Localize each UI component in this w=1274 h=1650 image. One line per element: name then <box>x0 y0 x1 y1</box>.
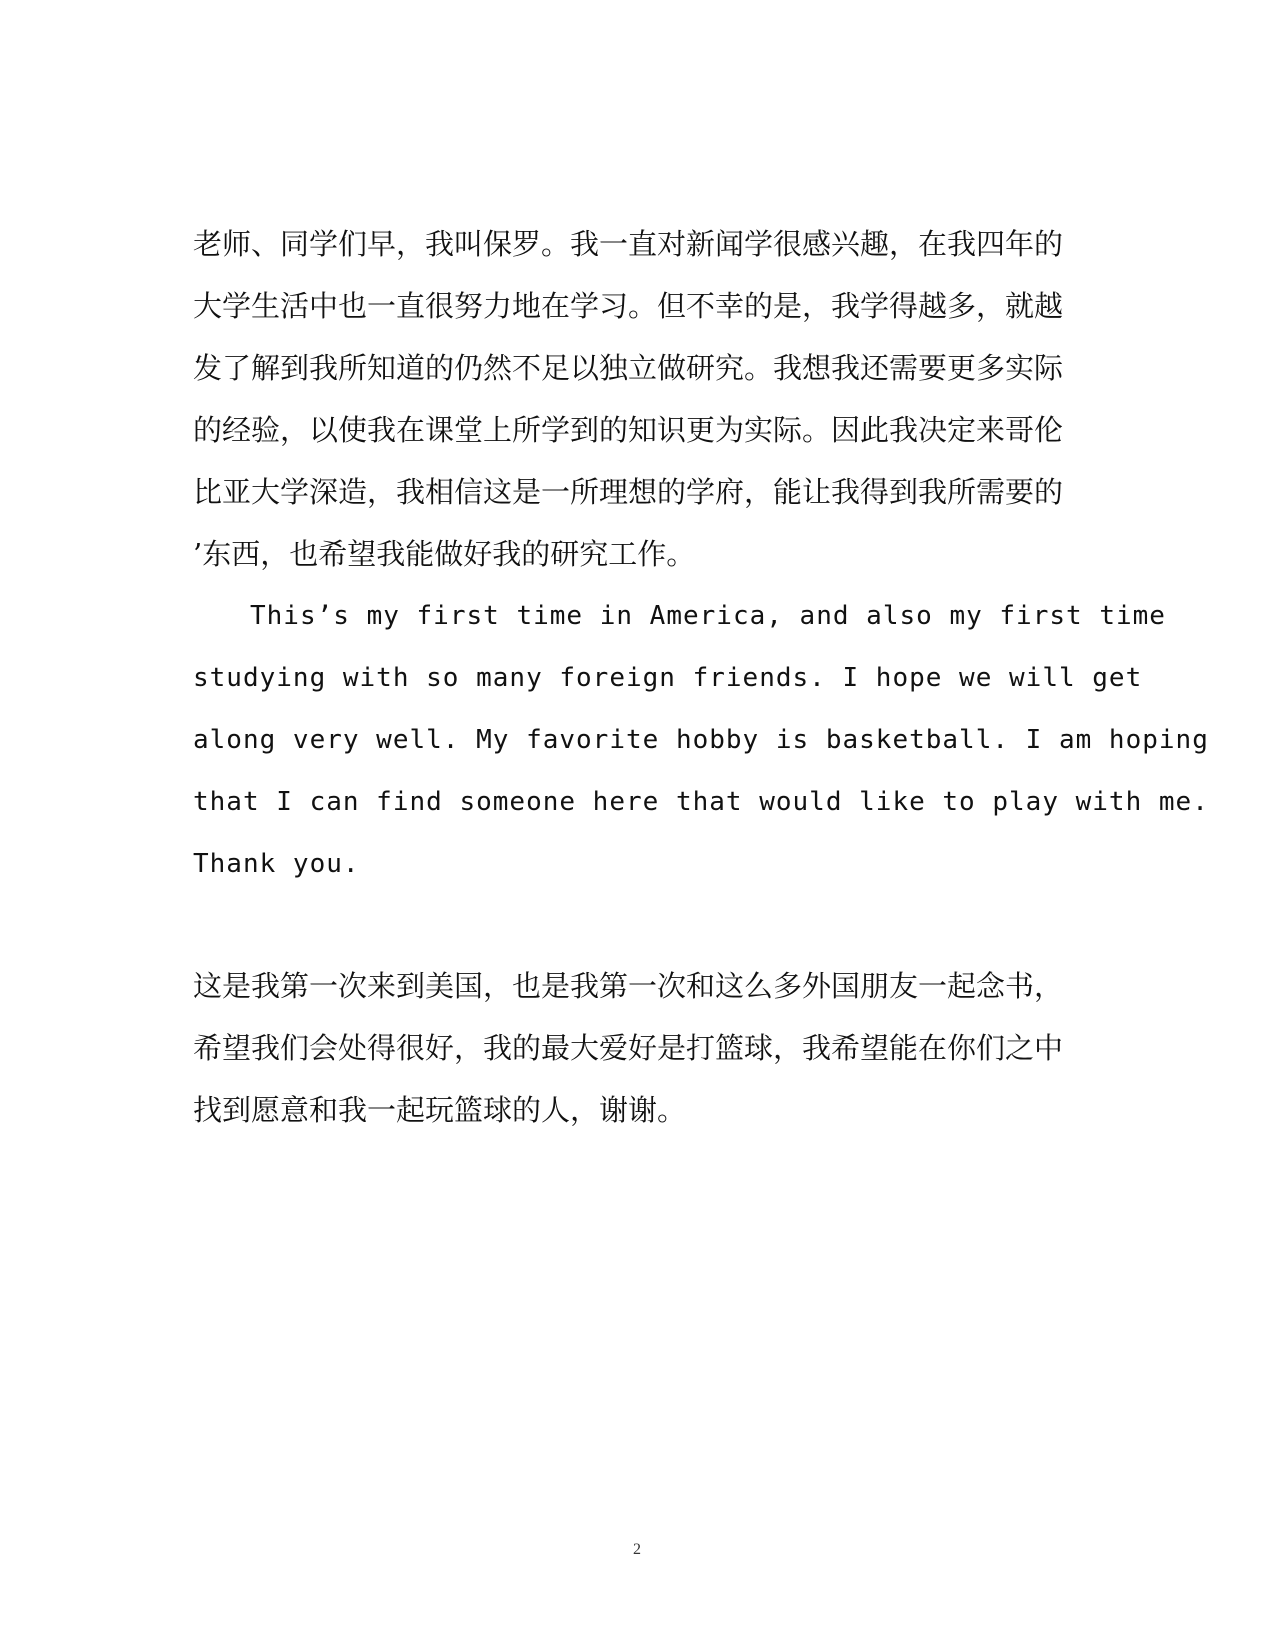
text-line: 大学生活中也一直很努力地在学习。但不幸的是，我学得越多，就越 <box>193 289 1064 323</box>
text-line: 找到愿意和我一起玩篮球的人，谢谢。 <box>193 1093 687 1127</box>
text-line: Thank you. <box>193 849 360 879</box>
text-line: 这是我第一次来到美国，也是我第一次和这么多外国朋友一起念书， <box>193 969 1064 1003</box>
text-line: This’s my first time in America, and also my first time <box>250 601 1166 631</box>
page-number: 2 <box>633 1541 641 1558</box>
text-line: 的经验，以使我在课堂上所学到的知识更为实际。因此我决定来哥伦 <box>193 413 1064 447</box>
text-line: 发了解到我所知道的仍然不足以独立做研究。我想我还需要更多实际 <box>193 351 1064 385</box>
text-line: ’东西，也希望我能做好我的研究工作。 <box>193 537 696 571</box>
text-line: 比亚大学深造，我相信这是一所理想的学府，能让我得到我所需要的 <box>193 475 1064 509</box>
text-line: along very well. My favorite hobby is basketball. I am hoping <box>193 725 1209 755</box>
text-line: studying with so many foreign friends. I hope we will get <box>193 663 1143 693</box>
text-line: that I can find someone here that would like to play with me. <box>193 787 1209 817</box>
text-line: 老师、同学们早，我叫保罗。我一直对新闻学很感兴趣，在我四年的 <box>193 227 1064 261</box>
text-line: 希望我们会处得很好，我的最大爱好是打篮球，我希望能在你们之中 <box>193 1031 1064 1065</box>
